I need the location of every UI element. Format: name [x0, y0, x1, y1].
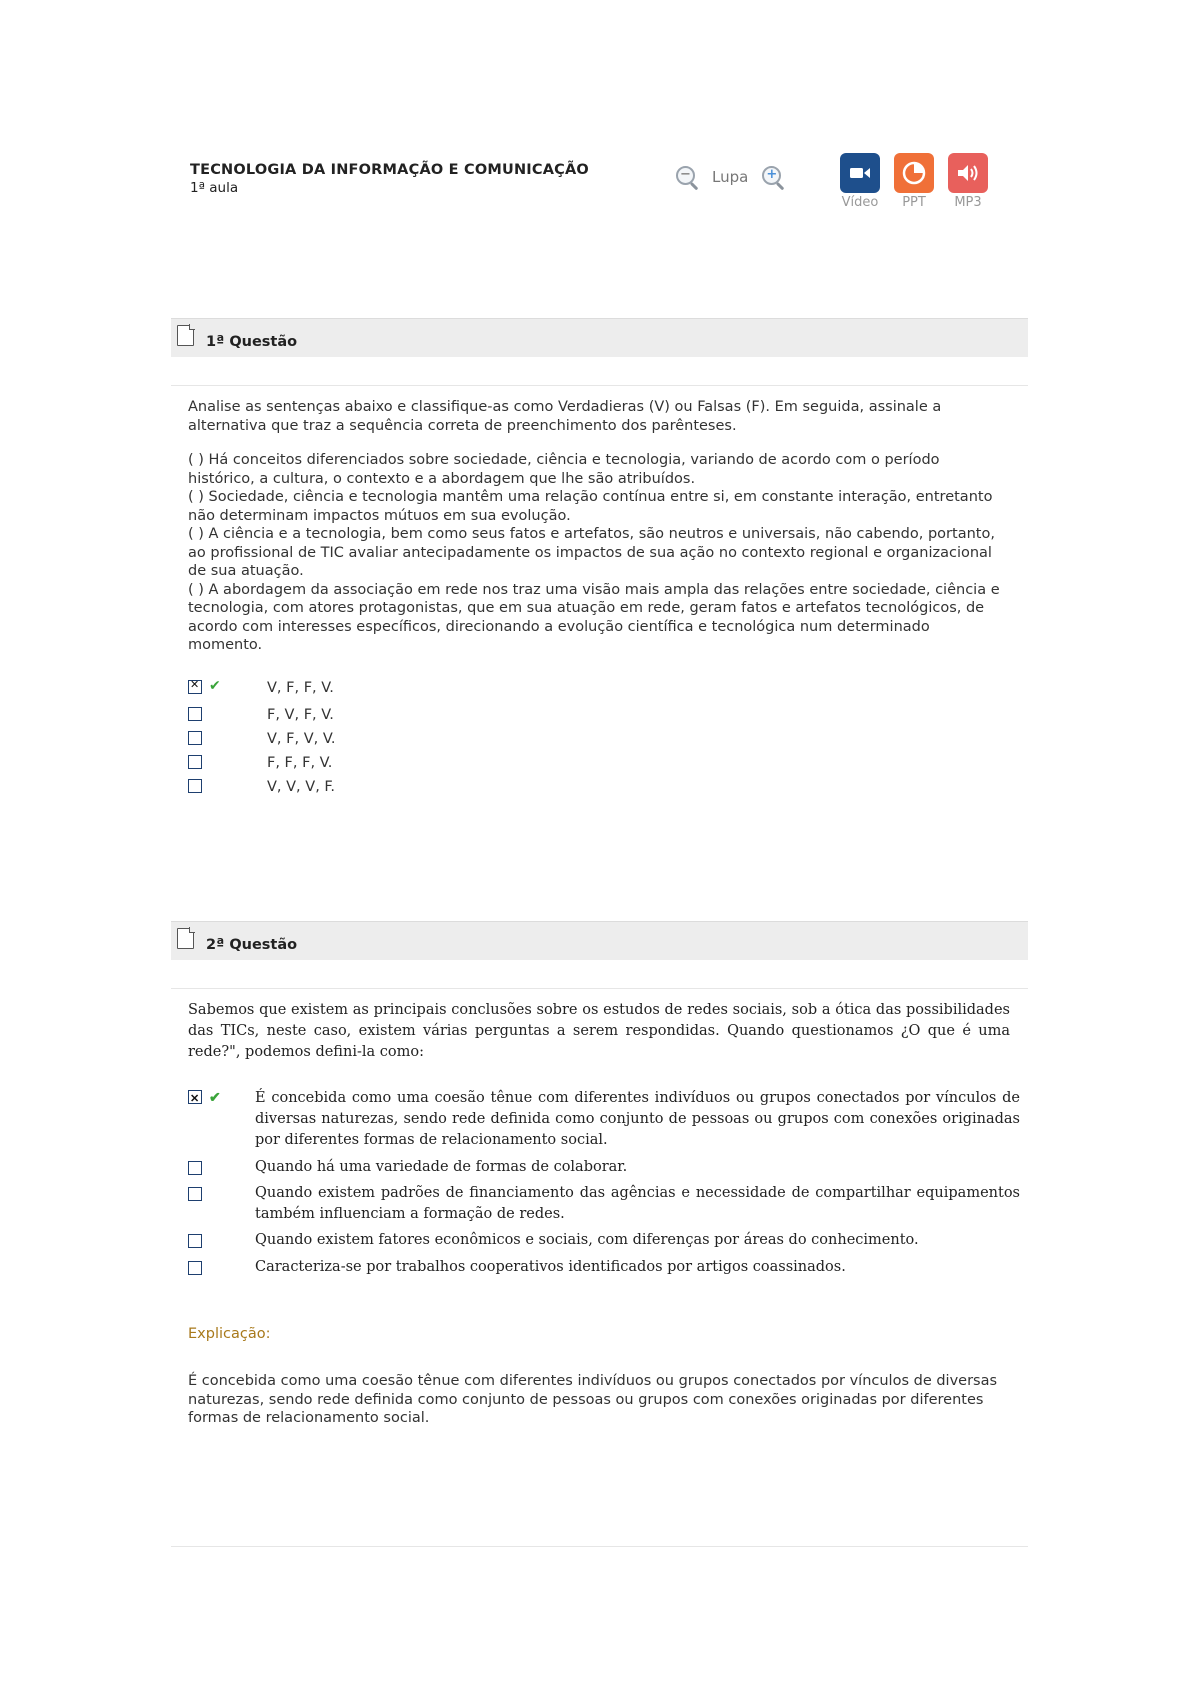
answer-option[interactable] — [188, 1230, 1020, 1257]
divider — [171, 385, 1028, 386]
zoom-label: Lupa — [712, 168, 749, 186]
document-icon — [177, 325, 194, 346]
checkbox[interactable] — [188, 1187, 202, 1201]
ppt-button[interactable] — [894, 153, 934, 210]
checkbox[interactable] — [188, 1161, 202, 1175]
question-1-text — [188, 398, 1008, 655]
option-label: F, F, F, V. — [267, 755, 333, 771]
question-2-options — [188, 1088, 1020, 1283]
option-label: V, V, V, F. — [267, 779, 336, 795]
question-1-intro: Analise as sentenças abaixo e classifique-as como Verdadieras (V) ou Falsas (F). Em seguida, assinale a alternativa que traz a sequência correta de preenchimento dos parênteses. — [188, 399, 942, 434]
option-label: Quando existem fatores econômicos e sociais, com diferenças por áreas do conhecimento. — [255, 1232, 919, 1248]
question-1-options — [188, 680, 1020, 801]
course-header — [190, 162, 589, 196]
course-title: TECNOLOGIA DA INFORMAÇÃO E COMUNICAÇÃO — [190, 162, 589, 178]
answer-option[interactable] — [188, 1157, 1020, 1183]
speaker-icon[interactable] — [948, 153, 988, 193]
question-2-title: 2ª Questão — [206, 937, 298, 953]
footer-divider — [171, 1546, 1028, 1547]
checkbox[interactable] — [188, 1261, 202, 1275]
video-camera-icon[interactable] — [840, 153, 880, 193]
explanation-label: Explicação: — [188, 1326, 271, 1342]
divider — [171, 988, 1028, 989]
mp3-button[interactable] — [948, 153, 988, 210]
zoom-controls — [676, 166, 784, 188]
answer-option[interactable] — [188, 1257, 1020, 1283]
answer-option[interactable] — [188, 705, 1020, 729]
answer-option[interactable] — [188, 1088, 1020, 1157]
zoom-out-icon[interactable]: − — [676, 166, 698, 188]
checked-checkbox[interactable] — [188, 680, 202, 694]
correct-check-icon: ✔ — [209, 678, 221, 694]
answer-option[interactable] — [188, 777, 1020, 801]
mp3-label: MP3 — [954, 195, 982, 210]
option-label: Quando há uma variedade de formas de colaborar. — [255, 1159, 628, 1175]
option-label: V, F, V, V. — [267, 731, 336, 747]
option-label: F, V, F, V. — [267, 707, 334, 723]
ppt-label: PPT — [902, 195, 926, 210]
correct-check-icon: ✔ — [209, 1090, 221, 1106]
video-button[interactable] — [840, 153, 880, 210]
video-label: Vídeo — [841, 195, 879, 210]
statement-1: ( ) Há conceitos diferenciados sobre sociedade, ciência e tecnologia, variando de acordo com o período histórico, a cultura, o contexto e a abordagem que lhe são atribuídos. — [188, 452, 940, 487]
checkbox[interactable] — [188, 779, 202, 793]
statement-2: ( ) Sociedade, ciência e tecnologia mantêm uma relação contínua entre si, em constante interação, entretanto não determinam impactos mútuos em sua evolução. — [188, 489, 993, 524]
answer-option[interactable] — [188, 680, 1020, 705]
statement-4: ( ) A abordagem da associação em rede nos traz uma visão mais ampla das relações entre sociedade, ciência e tecnologia, com atores protagonistas, que em sua atuação em rede, geram fatos e artefatos tecnológicos, de acordo com interesses específicos, direcionando a evolução científica e tecnológica num determinado momento. — [188, 581, 1000, 653]
option-label: V, F, F, V. — [267, 680, 334, 696]
option-label: Caracteriza-se por trabalhos cooperativos identificados por artigos coassinados. — [255, 1259, 846, 1275]
checkbox[interactable] — [188, 707, 202, 721]
answer-option[interactable] — [188, 753, 1020, 777]
question-2-header — [171, 921, 1028, 960]
explanation-text: É concebida como uma coesão tênue com diferentes indivíduos ou grupos conectados por vínculos de diversas naturezas, sendo rede definida como conjunto de pessoas ou grupos com conexões originadas por diferentes formas de relacionamento social. — [188, 1373, 998, 1426]
answer-option[interactable] — [188, 1183, 1020, 1230]
question-1-header — [171, 318, 1028, 357]
statement-3: ( ) A ciência e a tecnologia, bem como seus fatos e artefatos, são neutros e universais, não cabendo, portanto, ao profissional de TIC avaliar antecipadamente os impactos de sua ação no contexto regional e organizacional de sua atuação. — [188, 526, 995, 579]
document-icon — [177, 928, 194, 949]
option-label: É concebida como uma coesão tênue com diferentes indivíduos ou grupos conectados por vínculos de diversas naturezas, sendo rede definida como conjunto de pessoas ou grupos com conexões originadas por diferentes formas de relacionamento social. — [255, 1090, 1020, 1148]
zoom-in-icon[interactable]: + — [762, 166, 784, 188]
answer-option[interactable] — [188, 729, 1020, 753]
checkbox[interactable] — [188, 731, 202, 745]
checked-checkbox[interactable] — [188, 1090, 202, 1104]
lesson-number: 1ª aula — [190, 180, 239, 196]
checkbox[interactable] — [188, 755, 202, 769]
question-1-title: 1ª Questão — [206, 334, 298, 350]
pie-chart-icon[interactable] — [894, 153, 934, 193]
checkbox[interactable] — [188, 1234, 202, 1248]
option-label: Quando existem padrões de financiamento das agências e necessidade de compartilhar equipamentos também influenciam a formação de redes. — [255, 1185, 1020, 1222]
question-2-intro: Sabemos que existem as principais conclusões sobre os estudos de redes sociais, sob a ótica das possibilidades das TICs, neste caso, existem várias perguntas a serem respondidas. Quando questionamos ¿O que é uma rede?", podemos defini-la como: — [188, 1002, 1010, 1060]
